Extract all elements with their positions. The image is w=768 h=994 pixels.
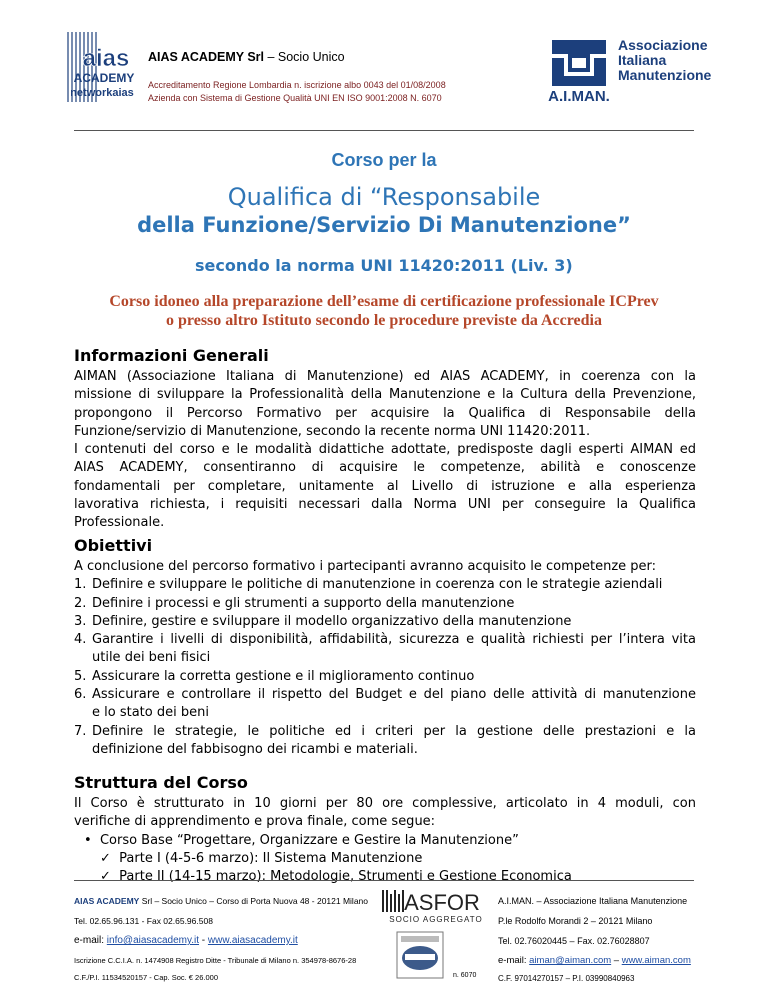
course-title-line2: della Funzione/Servizio Di Manutenzione” [137,213,631,237]
structure-heading: Struttura del Corso [74,773,248,792]
list-item: • Corso Base “Progettare, Organizzare e Gestire la Manutenzione” [84,832,519,848]
list-item: 2. Definire i processi e gli strumenti a supporto della manutenzione [74,595,515,611]
footer-aiman-vat: C.F. 97014270157 – P.I. 03990840963 [498,974,635,983]
course-standard: secondo la norma UNI 11420:2011 (Liv. 3) [195,256,573,275]
svg-text:SOCIO AGGREGATO: SOCIO AGGREGATO [389,915,483,924]
cert-number: n. 6070 [453,972,477,979]
aiman-logo [548,36,610,104]
list-item: ✓ Parte II (14-15 marzo): Metodologie, Strumenti e Gestione Economica [100,869,572,885]
course-prefix: Corso per la [331,150,437,170]
footer-aias-contacts: e-mail: info@aiasacademy.it - www.aiasacademy.it [74,935,298,946]
aias-website-link[interactable]: www.aiasacademy.it [207,935,298,946]
aiman-email-link[interactable]: aiman@aiman.com [529,955,612,966]
general-info-heading: Informazioni Generali [74,346,269,365]
footer-aias-registry: Iscrizione C.C.I.A. n. 1474908 Registro Ditte - Tribunale di Milano n. 354978-8676-28 [74,956,357,965]
objectives-list [74,558,696,759]
aias-academy-logo [66,30,140,104]
footer-aiman-contacts: e-mail: aiman@aiman.com – www.aiman.com [498,955,691,966]
svg-text:networkaias: networkaias [70,87,134,99]
bullet-icon: • [84,832,92,848]
course-suitability-line1: Corso idoneo alla preparazione dell’esame di certificazione professionale ICPrev [109,293,659,310]
svg-text:ASFOR: ASFOR [404,890,480,915]
footer-aiman-name: A.I.MAN. – Associazione Italiana Manutenzione [498,896,688,906]
list-item: 6. Assicurare e controllare il rispetto del Budget e del piano delle attività di manutenzione e lo stato dei beni [74,687,696,721]
list-item: 4. Garantire i livelli di disponibilità, affidabilità, sicurezza e qualità richiesti per l’intera vita utile dei beni fisici [74,632,696,666]
certification-badge-icon [395,930,445,980]
aias-email-link[interactable]: info@aiasacademy.it [106,935,200,946]
course-suitability-line2: o presso altro Istituto secondo le procedure previste da Accredia [166,312,602,329]
svg-text:ACADEMY: ACADEMY [73,71,135,85]
footer-divider [74,880,694,881]
footer-aias-phone: Tel. 02.65.96.131 - Fax 02.65.96.508 [74,916,213,926]
footer-aias-vat: C.F./P.I. 11534520157 - Cap. Soc. € 26.000 [74,973,218,982]
aiman-website-link[interactable]: www.aiman.com [621,955,691,966]
list-item: 5. Assicurare la corretta gestione e il miglioramento continuo [74,668,475,684]
asfor-logo [378,886,484,926]
objectives-intro: A conclusione del percorso formativo i partecipanti avranno acquisito le competenze per: [74,559,657,574]
structure-text: Il Corso è strutturato in 10 giorni per 80 ore complessive, articolato in 4 moduli, con verifiche di apprendimento e prova finale, come segue: • Corso Base “Progettare, Organizzare e Gestire la Manutenzione” ✓ Parte I (4-5-6 marzo): Il Sistema Manutenzione ✓ Parte II (14-15 marzo): Metodologie, Strumenti e Gestione Economica [74,795,696,886]
list-item: ✓ Parte I (4-5-6 marzo): Il Sistema Manutenzione [100,850,423,866]
header-company: AIAS ACADEMY Srl – Socio Unico [148,50,345,64]
list-item: 7. Definire le strategie, le politiche ed i criteri per la gestione delle prestazioni e la definizione del fabbisogno dei ricambi e materiali. [74,723,696,757]
objectives-heading: Obiettivi [74,536,153,555]
course-title-line1: Qualifica di “Responsabile [227,183,541,211]
footer-aiman-phone: Tel. 02.76020445 – Fax. 02.76028807 [498,936,650,946]
svg-text:A.I.MAN.: A.I.MAN. [548,88,610,104]
checkmark-icon: ✓ [100,869,111,885]
general-info-text: AIMAN (Associazione Italiana di Manutenzione) ed AIAS ACADEMY, in coerenza con la missione di sviluppare la Professionalità della Manutenzione e la Cultura della Prevenzione, propongono il Percorso Formativo per acquisire la Qualifica di Responsabile della Funzione/servizio di Manutenzione, secondo la recente norma UNI 11420:2011. I contenuti del corso e le modalità didattiche adottate, predisposte dagli esperti AIMAN ed AIAS ACADEMY, consentiranno di acquisire le competenze, abilità e conoscenze fondamentali per completare, unitamente al Livello di istruzione e alla esperienza lavorativa richiesta, i requisiti necessari dalla Norma UNI per conseguire la Qualifica Professionale. [74,369,696,531]
list-item: 3. Definire, gestire e sviluppare il modello organizzativo della manutenzione [74,613,572,629]
header-divider [74,130,694,131]
list-item: 1. Definire e sviluppare le politiche di manutenzione in coerenza con le strategie aziendali [74,577,663,593]
checkmark-icon: ✓ [100,850,111,866]
footer-aias-address: AIAS ACADEMY Srl – Socio Unico – Corso di Porta Nuova 48 - 20121 Milano [74,896,369,906]
aiman-name: Associazione Italiana Manutenzione [618,37,712,83]
svg-text:aias: aias [82,45,130,72]
header-accreditation: Accreditamento Regione Lombardia n. iscrizione albo 0043 del 01/08/2008 [148,80,446,90]
footer-aiman-address: P.le Rodolfo Morandi 2 – 20121 Milano [498,916,653,926]
header-quality: Azienda con Sistema di Gestione Qualità UNI EN ISO 9001:2008 N. 6070 [148,93,442,103]
